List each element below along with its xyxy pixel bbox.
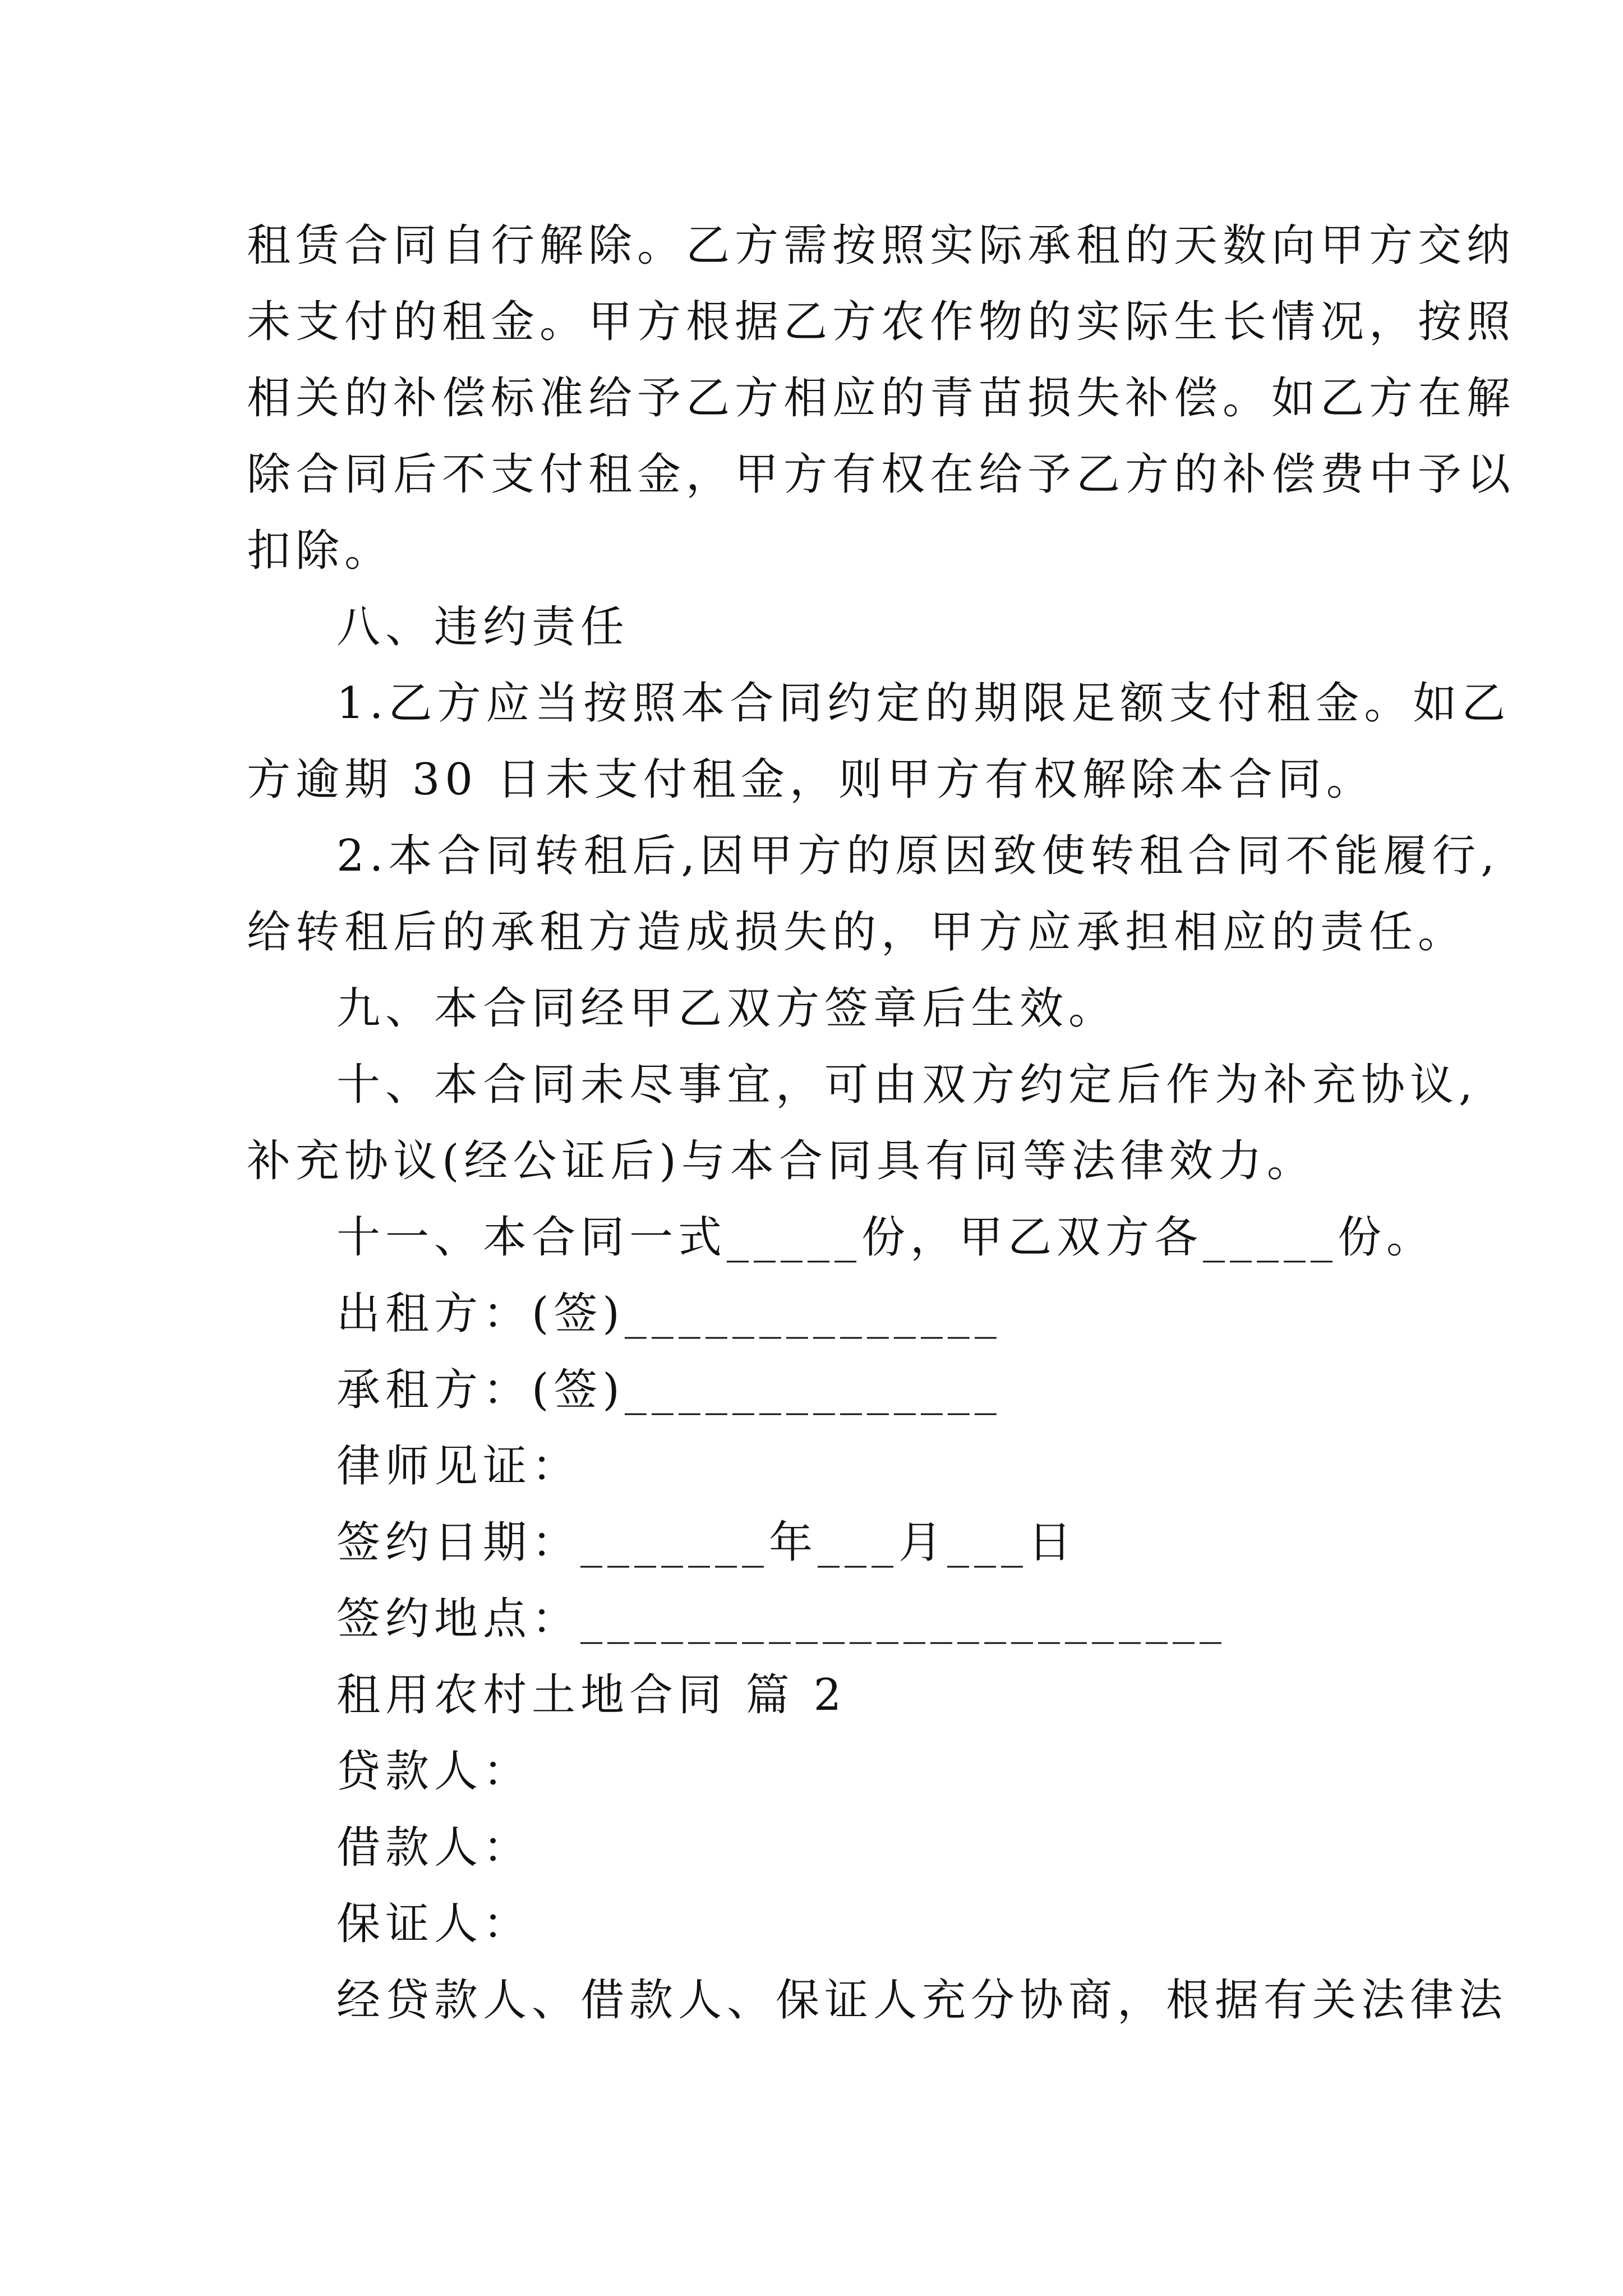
paragraph-line: 方逾期 30 日未支付租金，则甲方有权解除本合同。 xyxy=(247,754,1375,805)
witness-line: 律师见证： xyxy=(336,1441,581,1492)
section-title: 租用农村土地合同 篇 2 xyxy=(336,1670,847,1720)
signature-line-lessee: 承租方：(签)______________ xyxy=(336,1365,1002,1415)
paragraph-line: 十一、本合同一式_____份，甲乙双方各_____份。 xyxy=(336,1212,1436,1263)
borrower-line: 借款人： xyxy=(336,1823,532,1873)
paragraph-line: 2.本合同转租后,因甲方的原因致使转租合同不能履行, xyxy=(336,831,1500,881)
paragraph-line: 补充协议(经公证后)与本合同具有同等法律效力。 xyxy=(247,1136,1316,1186)
paragraph-line: 经贷款人、借款人、保证人充分协商，根据有关法律法 xyxy=(336,1975,1508,2026)
paragraph-line: 除合同后不支付租金，甲方有权在给予乙方的补偿费中予以 xyxy=(247,449,1516,500)
paragraph-line: 给转租后的承租方造成损失的，甲方应承担相应的责任。 xyxy=(247,907,1467,958)
paragraph-line: 未支付的租金。甲方根据乙方农作物的实际生长情况，按照 xyxy=(247,297,1516,347)
signature-line-lessor: 出租方：(签)______________ xyxy=(336,1289,1002,1339)
document-body xyxy=(247,208,1516,2039)
paragraph-line: 相关的补偿标准给予乙方相应的青苗损失补偿。如乙方在解 xyxy=(247,373,1516,424)
signing-place-line: 签约地点：________________________ xyxy=(336,1594,1227,1644)
paragraph-line: 扣除。 xyxy=(247,526,394,576)
paragraph-line: 九、本合同经甲乙双方签章后生效。 xyxy=(336,983,1118,1034)
lender-line: 贷款人： xyxy=(336,1746,532,1797)
paragraph-line: 十、本合同未尽事宜，可由双方约定后作为补充协议, xyxy=(336,1060,1478,1110)
signing-date-line: 签约日期：_______年___月___日 xyxy=(336,1517,1077,1568)
paragraph-line: 租赁合同自行解除。乙方需按照实际承租的天数向甲方交纳 xyxy=(247,220,1516,271)
guarantor-line: 保证人： xyxy=(336,1899,532,1949)
paragraph-line: 1.乙方应当按照本合同约定的期限足额支付租金。如乙 xyxy=(336,678,1511,729)
section-heading: 八、违约责任 xyxy=(336,602,630,652)
